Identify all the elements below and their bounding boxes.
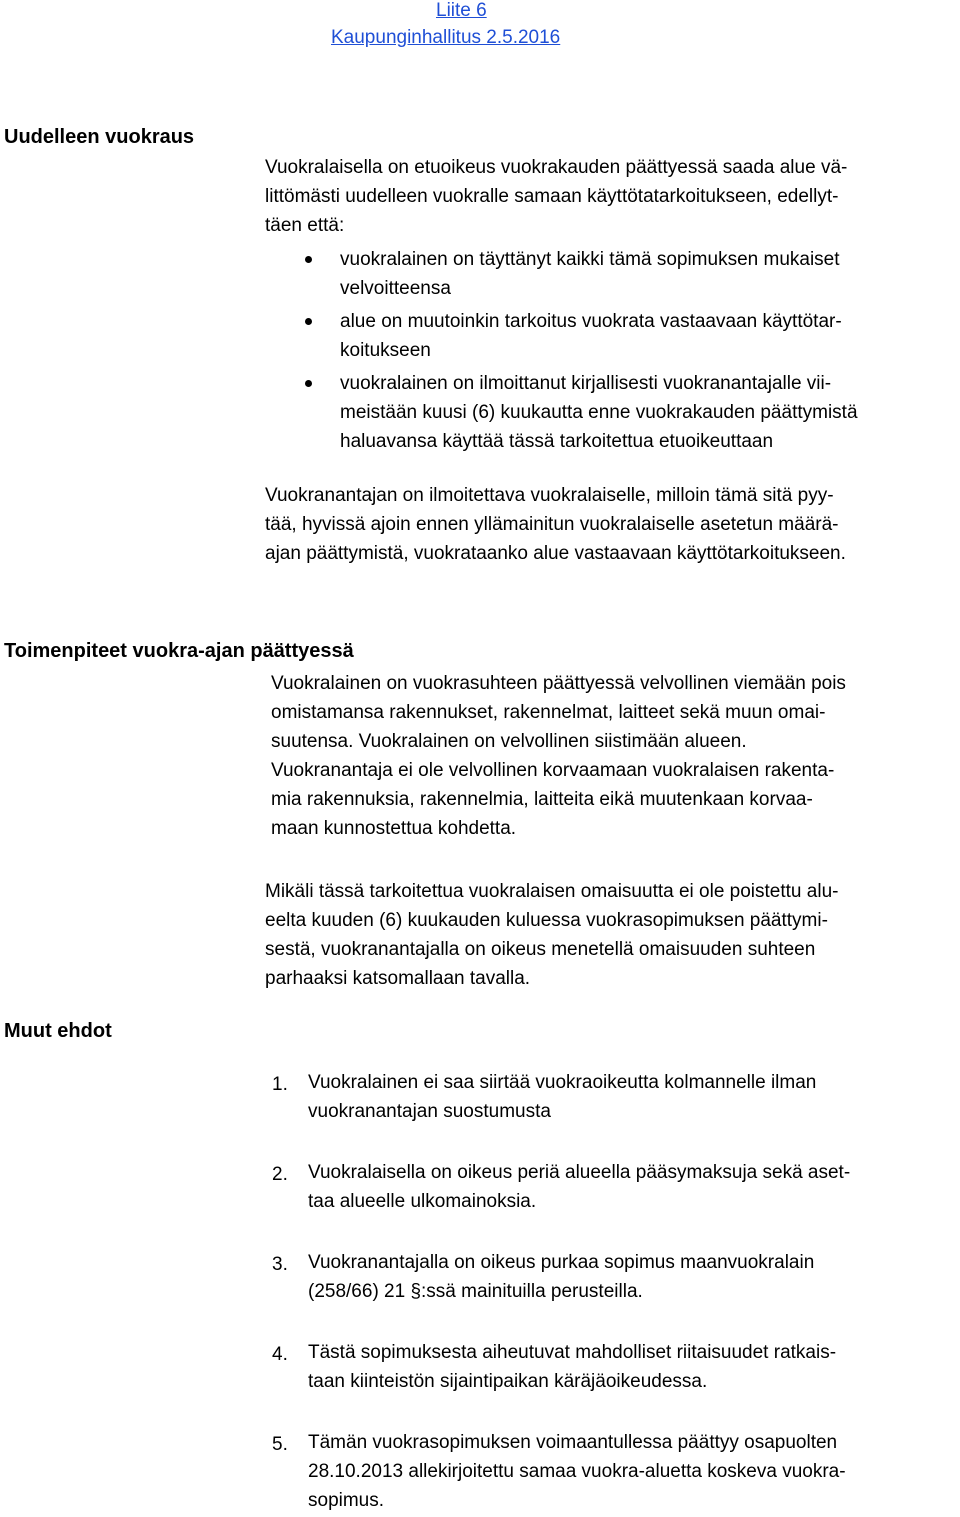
- list-item: vuokranantajan suostumusta: [308, 1101, 551, 1122]
- list-item: sopimus.: [308, 1490, 385, 1511]
- bullet-icon: [305, 380, 312, 387]
- list-item: alue on muutoinkin tarkoitus vuokrata vastaavaan käyttötar-: [340, 311, 842, 332]
- bullet-icon: [305, 318, 312, 325]
- section-title-toimenpiteet: Toimenpiteet vuokra-ajan päättyessä: [4, 640, 354, 662]
- list-item: taan kiinteistön sijaintipaikan käräjäoikeudessa.: [308, 1371, 708, 1392]
- text-line: Vuokralaisella on etuoikeus vuokrakauden päättyessä saada alue vä-: [265, 157, 848, 178]
- section-title-uudelleen-vuokraus: Uudelleen vuokraus: [4, 126, 195, 148]
- list-item: haluavansa käyttää tässä tarkoitettua etuoikeuttaan: [340, 431, 774, 452]
- text-line: ajan päättymistä, vuokrataanko alue vastaavaan käyttötarkoitukseen.: [265, 543, 846, 564]
- list-item: meistään kuusi (6) kuukautta enne vuokrakauden päättymistä: [340, 402, 858, 423]
- text-line: tää, hyvissä ajoin ennen yllämainitun vuokralaiselle asetetun määrä-: [265, 514, 839, 535]
- text-line: mia rakennuksia, rakennelmia, laitteita eikä muutenkaan korvaa-: [271, 789, 813, 810]
- text-line: eelta kuuden (6) kuukauden kuluessa vuokrasopimuksen päättymi-: [265, 910, 828, 931]
- text-line: suutensa. Vuokralainen on velvollinen siistimään alueen.: [271, 731, 747, 752]
- text-line: maan kunnostettua kohdetta.: [271, 818, 517, 839]
- list-number: 1.: [272, 1074, 288, 1095]
- list-item: vuokralainen on ilmoittanut kirjallisesti vuokranantajalle vii-: [340, 373, 832, 394]
- list-number: 3.: [272, 1254, 288, 1275]
- text-line: Mikäli tässä tarkoitettua vuokralaisen omaisuutta ei ole poistettu alu-: [265, 881, 839, 902]
- list-item: Vuokralaisella on oikeus periä alueella pääsymaksuja sekä aset-: [308, 1162, 851, 1183]
- list-item: Vuokralainen ei saa siirtää vuokraoikeutta kolmannelle ilman: [308, 1072, 817, 1093]
- list-number: 5.: [272, 1434, 288, 1455]
- text-line: Vuokranantajan on ilmoitettava vuokralaiselle, milloin tämä sitä pyy-: [265, 485, 834, 506]
- list-item: velvoitteensa: [340, 278, 451, 299]
- text-line: parhaaksi katsomallaan tavalla.: [265, 968, 531, 989]
- text-line: littömästi uudelleen vuokralle samaan käyttötatarkoitukseen, edellyt-: [265, 186, 839, 207]
- bullet-icon: [305, 256, 312, 263]
- text-line: omistamansa rakennukset, rakennelmat, laitteet sekä muun omai-: [271, 702, 826, 723]
- list-item: koitukseen: [340, 340, 431, 361]
- list-item: Tämän vuokrasopimuksen voimaantullessa päättyy osapuolten: [308, 1432, 838, 1453]
- list-item: vuokralainen on täyttänyt kaikki tämä sopimuksen mukaiset: [340, 249, 840, 270]
- attachment-label: Liite 6: [436, 0, 487, 21]
- text-line: Vuokralainen on vuokrasuhteen päättyessä velvollinen viemään pois: [271, 673, 846, 694]
- text-line: sestä, vuokranantajalla on oikeus menetellä omaisuuden suhteen: [265, 939, 816, 960]
- list-item: 28.10.2013 allekirjoitettu samaa vuokra-aluetta koskeva vuokra-: [308, 1461, 846, 1482]
- list-item: Vuokranantajalla on oikeus purkaa sopimus maanvuokralain: [308, 1252, 815, 1273]
- council-date-label: Kaupunginhallitus 2.5.2016: [331, 27, 561, 48]
- list-item: taa alueelle ulkomainoksia.: [308, 1191, 537, 1212]
- list-item: (258/66) 21 §:ssä mainituilla perusteilla.: [308, 1281, 643, 1302]
- list-number: 2.: [272, 1164, 288, 1185]
- section-title-muut-ehdot: Muut ehdot: [4, 1020, 112, 1042]
- list-number: 4.: [272, 1344, 288, 1365]
- text-line: Vuokranantaja ei ole velvollinen korvaamaan vuokralaisen rakenta-: [271, 760, 835, 781]
- list-item: Tästä sopimuksesta aiheutuvat mahdolliset riitaisuudet ratkais-: [308, 1342, 837, 1363]
- text-line: täen että:: [265, 215, 345, 236]
